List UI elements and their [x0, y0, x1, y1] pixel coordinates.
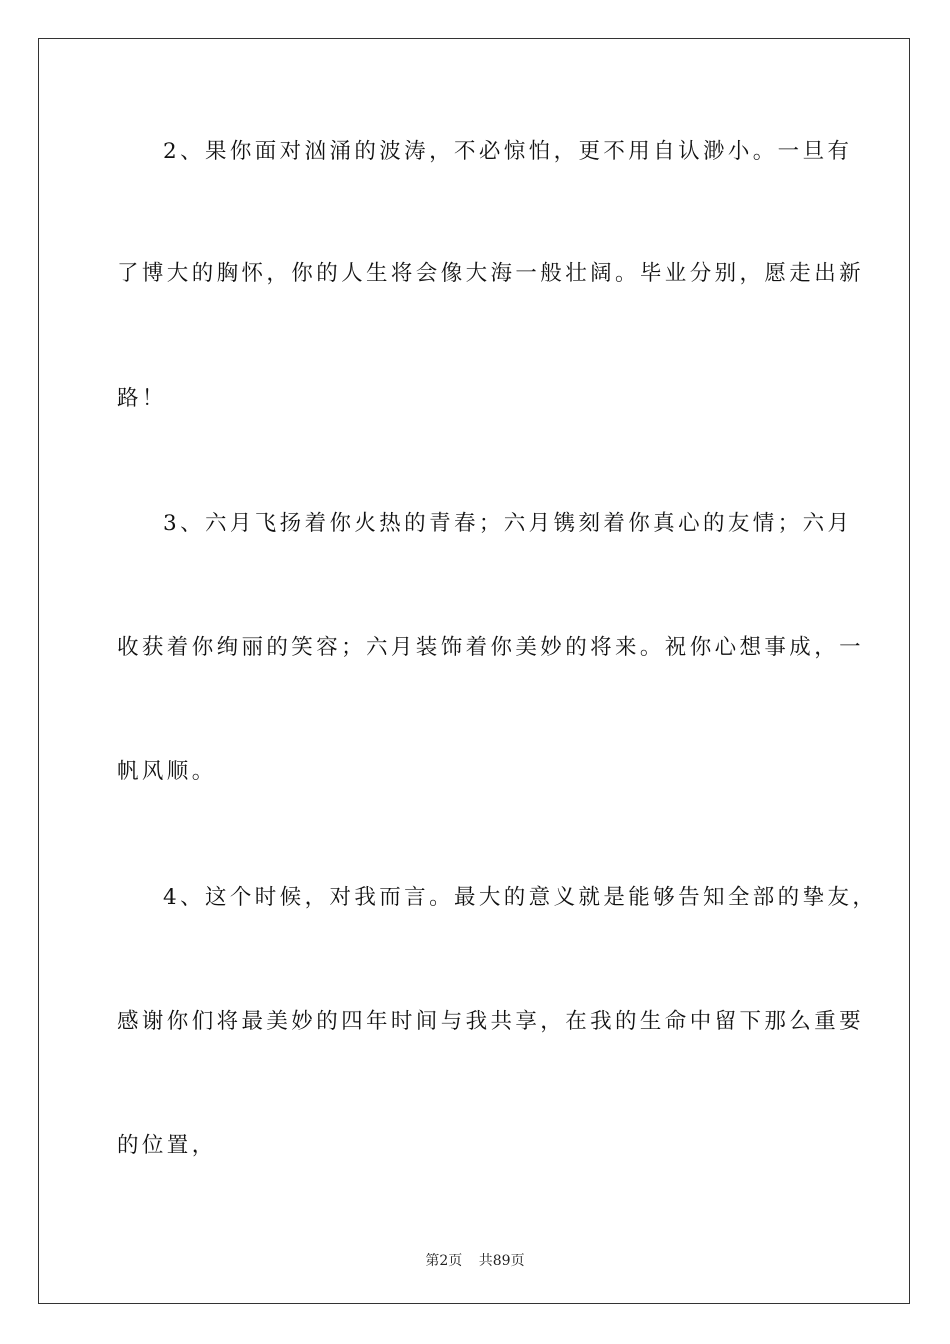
- paragraph-3-line-2: 收获着你绚丽的笑容；六月装饰着你美妙的将来。祝你心想事成，一: [117, 635, 865, 660]
- paragraph-2-line-1: 2、果你面对汹涌的波涛，不必惊怕，更不用自认渺小。一旦有: [163, 139, 853, 164]
- page-border: [38, 38, 910, 1304]
- page-footer: [0, 1250, 950, 1270]
- page-total: 共89页: [478, 1253, 525, 1269]
- paragraph-4-line-3: 的位置，: [117, 1133, 217, 1158]
- paragraph-2-line-3: 路！: [117, 386, 167, 411]
- paragraph-3-line-1: 3、六月飞扬着你火热的青春；六月镌刻着你真心的友情；六月: [163, 511, 853, 536]
- paragraph-4-line-2: 感谢你们将最美妙的四年时间与我共享，在我的生命中留下那么重要: [117, 1009, 865, 1034]
- paragraph-2-line-2: 了博大的胸怀，你的人生将会像大海一般壮阔。毕业分别，愿走出新: [117, 261, 865, 286]
- paragraph-4-line-1: 4、这个时候，对我而言。最大的意义就是能够告知全部的挚友，: [163, 885, 878, 910]
- page-number: 第2页: [425, 1253, 463, 1269]
- paragraph-3-line-3: 帆风顺。: [117, 759, 217, 784]
